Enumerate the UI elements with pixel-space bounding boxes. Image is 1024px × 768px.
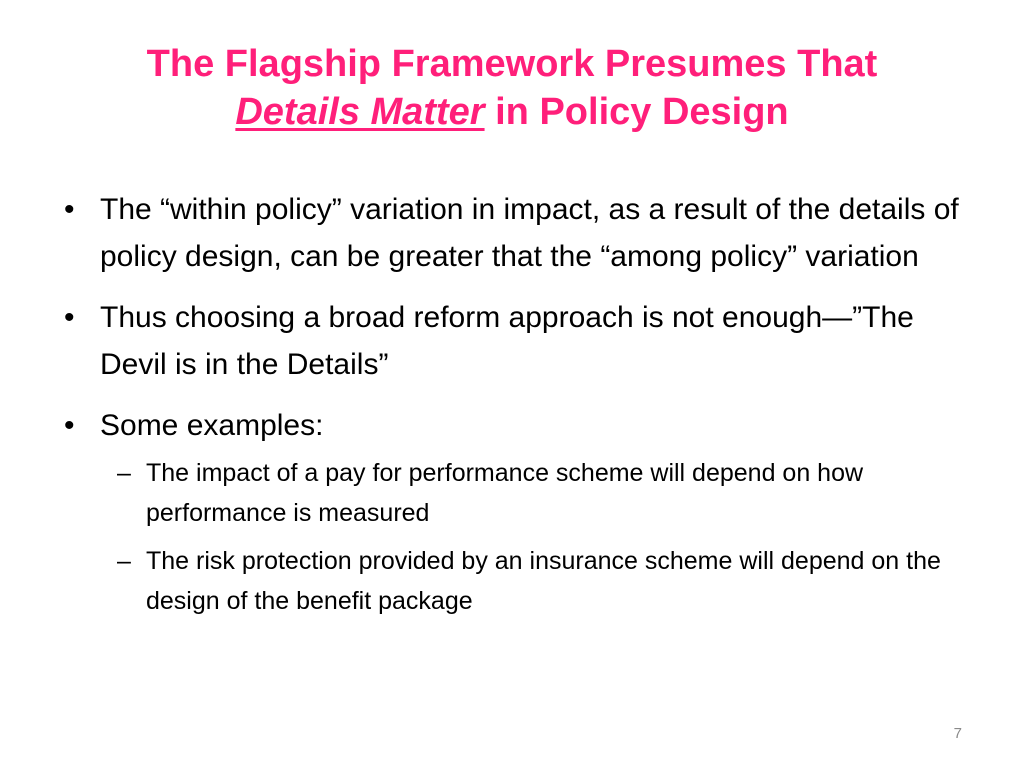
sub-bullet-item xyxy=(100,541,964,621)
bullet-item xyxy=(64,294,964,388)
sub-bullet-list xyxy=(100,453,964,621)
sub-bullet-marker: – xyxy=(117,547,131,575)
bullet-item xyxy=(64,402,964,621)
bullet-marker: • xyxy=(64,301,75,334)
bullet-text: Thus choosing a broad reform approach is not enough—”The Devil is in the Details” xyxy=(100,301,914,381)
bullet-marker: • xyxy=(64,193,75,226)
sub-bullet-item xyxy=(100,453,964,533)
title-line-1: The Flagship Framework Presumes That xyxy=(146,43,878,85)
bullet-list xyxy=(64,186,964,635)
bullet-text: Some examples: xyxy=(100,409,324,442)
page-number: 7 xyxy=(953,725,962,742)
bullet-text: The “within policy” variation in impact, as a result of the details of policy design, can be greater that the “among policy” variation xyxy=(100,193,959,273)
sub-bullet-marker: – xyxy=(117,459,131,487)
bullet-item xyxy=(64,186,964,280)
title-line-2-rest: in Policy Design xyxy=(484,91,789,133)
sub-bullet-text: The impact of a pay for performance scheme will depend on how performance is measured xyxy=(146,459,864,527)
bullet-marker: • xyxy=(64,409,75,442)
title-emphasis: Details Matter xyxy=(235,91,485,133)
slide-title xyxy=(40,40,984,136)
sub-bullet-text: The risk protection provided by an insurance scheme will depend on the design of the benefit package xyxy=(146,547,941,615)
